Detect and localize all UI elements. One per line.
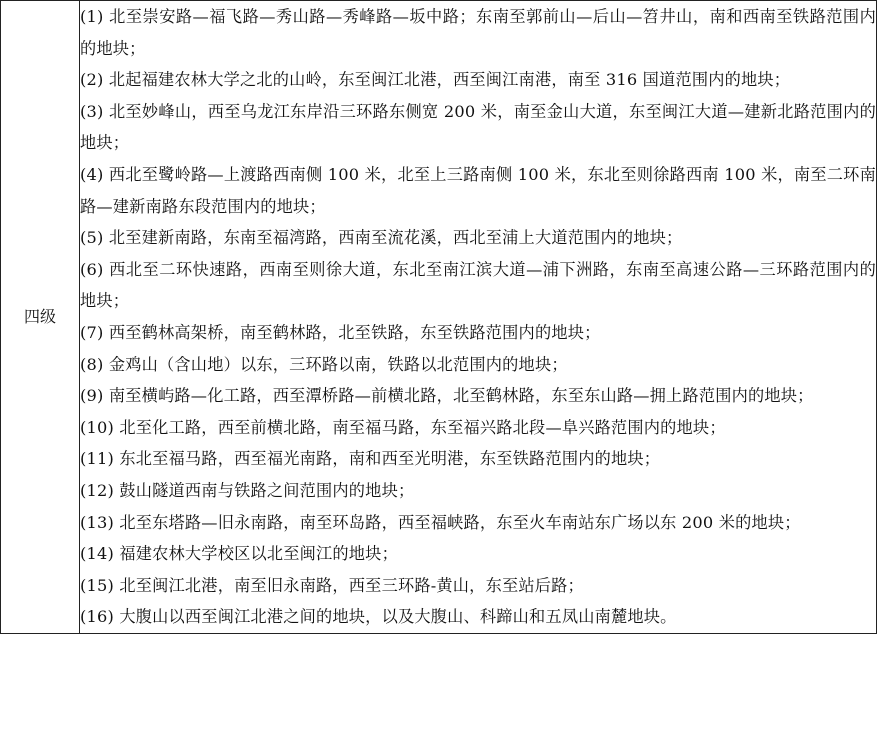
scope-entry-3: (3) 北至妙峰山，西至乌龙江东岸沿三环路东侧宽 200 米，南至金山大道，东至闽江大道—建新北路范围内的地块； [80, 101, 876, 153]
scope-entry-11: (11) 东北至福马路，西至福光南路，南和西至光明港，东至铁路范围内的地块； [80, 449, 661, 469]
table-row [1, 1, 877, 634]
scope-entry-9: (9) 南至横屿路—化工路，西至潭桥路—前横北路，北至鹤林路，东至东山路—拥上路范围内的地块； [80, 386, 814, 406]
scope-entry-6: (6) 西北至二环快速路，西南至则徐大道，东北至南江滨大道—浦下洲路，东南至高速公路—三环路范围内的地块； [80, 259, 876, 311]
scope-entry-10: (10) 北至化工路，西至前横北路，南至福马路，东至福兴路北段—阜兴路范围内的地块； [80, 417, 726, 437]
scope-entry-8: (8) 金鸡山（含山地）以东，三环路以南，铁路以北范围内的地块； [80, 354, 568, 374]
scope-entry-7: (7) 西至鹤林高架桥，南至鹤林路，北至铁路，东至铁路范围内的地块； [80, 322, 601, 342]
scope-entry-5: (5) 北至建新南路，东南至福湾路，西南至流花溪，西北至浦上大道范围内的地块； [80, 228, 683, 248]
level-label: 四级 [1, 1, 80, 634]
scope-entry-4: (4) 西北至鹭岭路—上渡路西南侧 100 米，北至上三路南侧 100 米，东北至则徐路西南 100 米，南至二环南路—建新南路东段范围内的地块； [80, 164, 876, 216]
scope-description-cell [80, 1, 877, 634]
scope-entry-15: (15) 北至闽江北港，南至旧永南路，西至三环路-黄山，东至站后路； [80, 575, 584, 595]
scope-entry-16: (16) 大腹山以西至闽江北港之间的地块，以及大腹山、科蹄山和五凤山南麓地块。 [80, 607, 677, 627]
scope-entry-14: (14) 福建农林大学校区以北至闽江的地块； [80, 544, 398, 564]
scope-entry-2: (2) 北起福建农林大学之北的山岭，东至闽江北港，西至闽江南港，南至 316 国道范围内的地块； [80, 70, 791, 90]
scope-entry-1: (1) 北至崇安路—福飞路—秀山路—秀峰路—坂中路；东南至郭前山—后山—笤井山，南和西南至铁路范围内的地块； [80, 7, 876, 58]
scope-entry-13: (13) 北至东塔路—旧永南路，南至环岛路，西至福峡路，东至火车南站东广场以东 200 米的地块； [80, 512, 801, 532]
scope-entry-12: (12) 鼓山隧道西南与铁路之间范围内的地块； [80, 480, 415, 500]
